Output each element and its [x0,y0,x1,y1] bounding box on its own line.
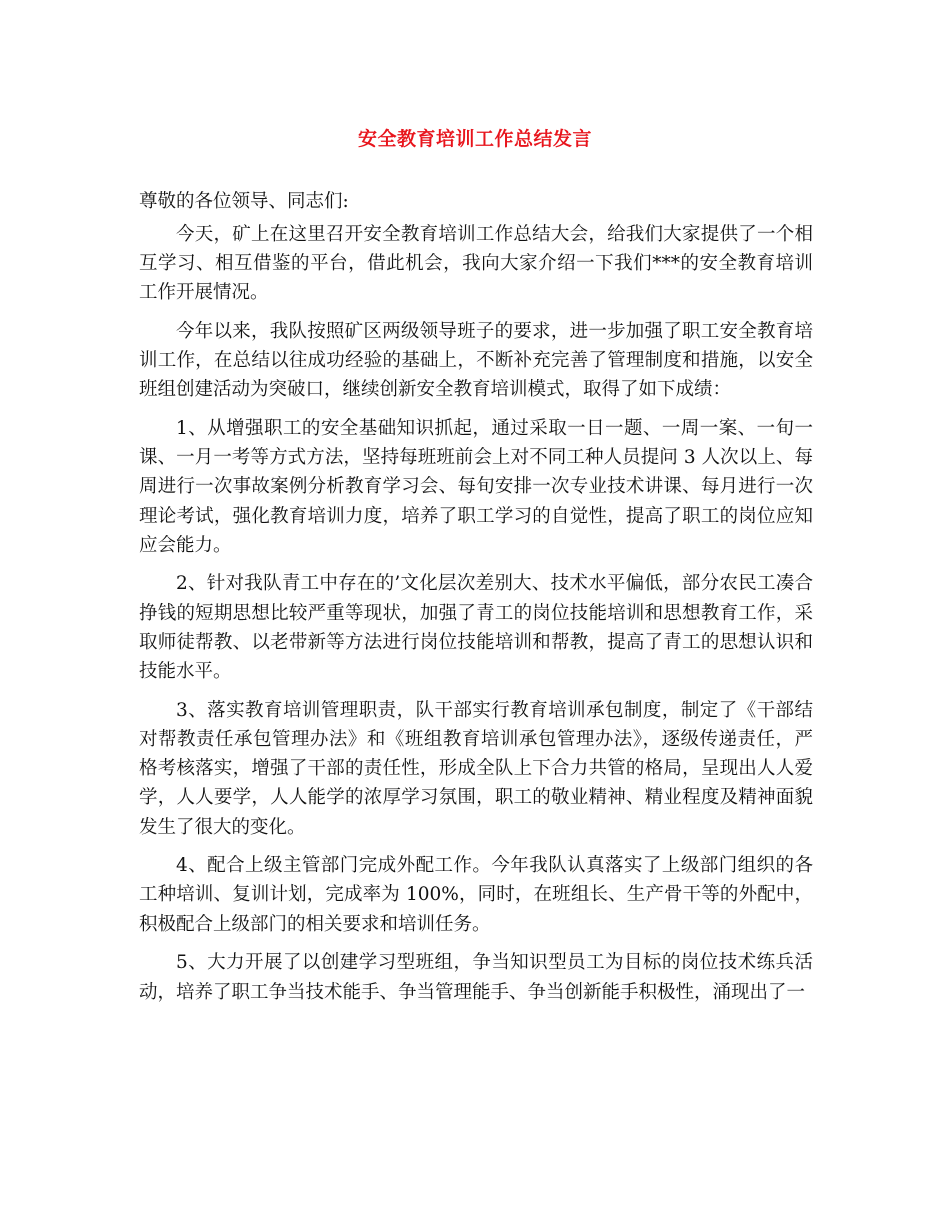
document-title: 安全教育培训工作总结发言 [357,128,592,150]
paragraph-item-2: 2、针对我队青工中存在的’文化层次差别大、技术水平偏低，部分农民工凑合挣钱的短期思想比较严重等现状，加强了青工的岗位技能培训和思想教育工作，采取师徒帮教、以老带新等方法进行岗位技能培训和帮教，提高了青工的思想认识和技能水平。 [139,573,813,683]
document-body [139,187,813,1007]
paragraph-item-4: 4、配合上级主管部门完成外配工作。今年我队认真落实了上级部门组织的各工种培训、复训计划，完成率为 100%，同时，在班组长、生产骨干等的外配中，积极配合上级部门的相关要求和培训任务。 [139,855,813,935]
paragraph-overview: 今年以来，我队按照矿区两级领导班子的要求，进一步加强了职工安全教育培训工作，在总结以往成功经验的基础上，不断补充完善了管理制度和措施，以安全班组创建活动为突破口，继续创新安全教育培训模式，取得了如下成绩： [139,320,813,401]
paragraph-item-5: 5、大力开展了以创建学习型班组，争当知识型员工为目标的岗位技术练兵活动，培养了职工争当技术能手、争当管理能手、争当创新能手积极性，涌现出了一 [139,952,813,1003]
salutation: 尊敬的各位领导、同志们: [139,191,349,212]
paragraph-intro: 今天，矿上在这里召开安全教育培训工作总结大会，给我们大家提供了一个相互学习、相互借鉴的平台，借此机会，我向大家介绍一下我们***的安全教育培训工作开展情况。 [139,223,813,304]
paragraph-item-3: 3、落实教育培训管理职责，队干部实行教育培训承包制度，制定了《干部结对帮教责任承包管理办法》和《班组教育培训承包管理办法》，逐级传递责任，严格考核落实，增强了干部的责任性，形成全队上下合力共管的格局，呈现出人人爱学，人人要学，人人能学的浓厚学习氛围，职工的敬业精神、精业程度及精神面貌发生了很大的变化。 [139,699,813,838]
paragraph-item-1: 1、从增强职工的安全基础知识抓起，通过采取一日一题、一周一案、一旬一课、一月一考等方式方法，坚持每班班前会上对不同工种人员提问 3 人次以上、每周进行一次事故案例分析教育学习会、每旬安排一次专业技术讲课、每月进行一次理论考试，强化教育培训力度，培养了职工学习的自觉性，提高了职工的岗位应知应会能力。 [139,417,813,556]
